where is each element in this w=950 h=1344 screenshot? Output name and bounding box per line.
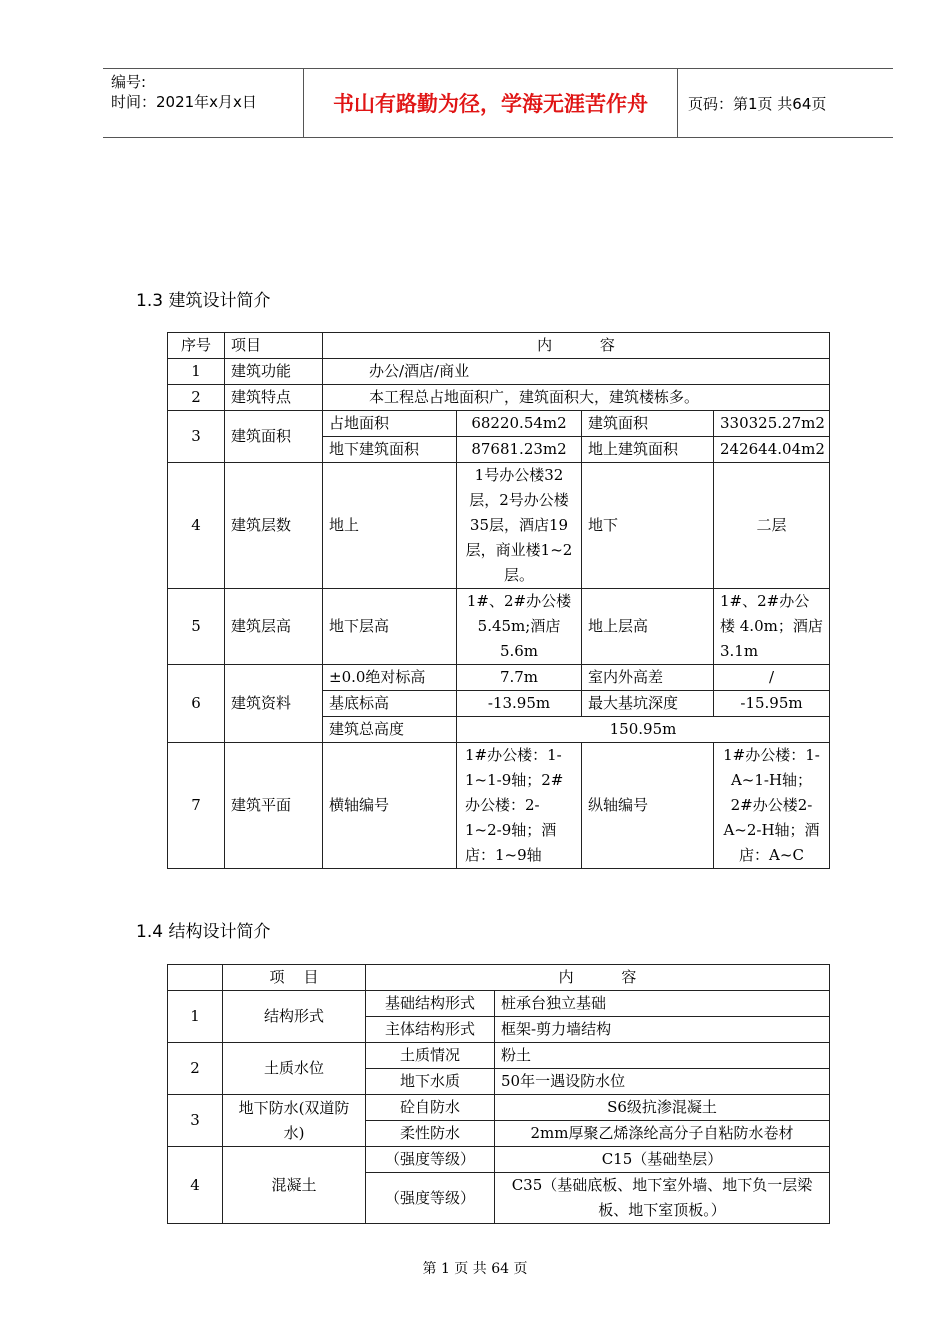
table-cell: 基底标高: [323, 691, 457, 717]
row-item: 混凝土: [223, 1147, 366, 1224]
table-cell: 68220.54m2: [457, 411, 582, 437]
table-row: [168, 411, 830, 437]
section-title-1-4: 1.4 结构设计简介: [136, 922, 271, 942]
table-row: [168, 665, 830, 691]
table-cell: 室内外高差: [582, 665, 714, 691]
table-cell: 地上: [323, 463, 457, 589]
table-cell: （强度等级）: [366, 1173, 495, 1224]
table-cell: 建筑总高度: [323, 717, 457, 743]
structure-design-table: [167, 964, 830, 1224]
table-row: [168, 1095, 830, 1121]
row-number: 4: [168, 463, 225, 589]
table-cell: -13.95m: [457, 691, 582, 717]
row-item: 建筑平面: [225, 743, 323, 869]
table-cell: （强度等级）: [366, 1147, 495, 1173]
table-row: [168, 991, 830, 1017]
table-row: [168, 385, 830, 411]
table-cell: ±0.0绝对标高: [323, 665, 457, 691]
table-cell: -15.95m: [714, 691, 830, 717]
header-cell: 内 容: [366, 965, 830, 991]
section-title-1-3: 1.3 建筑设计简介: [136, 291, 271, 311]
row-item: 建筑资料: [225, 665, 323, 743]
row-number: 7: [168, 743, 225, 869]
row-number: 3: [168, 1095, 223, 1147]
table-cell: 2mm厚聚乙烯涤纶高分子自粘防水卷材: [495, 1121, 830, 1147]
header-motto: 书山有路勤为径，学海无涯苦作舟: [304, 69, 678, 137]
table-row: [168, 589, 830, 665]
table-cell: 基础结构形式: [366, 991, 495, 1017]
row-number: 4: [168, 1147, 223, 1224]
table-cell: 7.7m: [457, 665, 582, 691]
header-cell: 项 目: [223, 965, 366, 991]
table-cell: C15（基础垫层）: [495, 1147, 830, 1173]
row-number: 1: [168, 991, 223, 1043]
table-cell: 地下建筑面积: [323, 437, 457, 463]
table-cell: 砼自防水: [366, 1095, 495, 1121]
table-cell: 最大基坑深度: [582, 691, 714, 717]
table-cell: 地下水质: [366, 1069, 495, 1095]
doc-time-label: 时间：2021年x月x日: [111, 93, 257, 111]
header-cell: 序号: [168, 333, 225, 359]
row-number: 1: [168, 359, 225, 385]
table-cell: 1#办公楼：1-1~1-9轴；2#办公楼：2-1~2-9轴；酒店：1~9轴: [457, 743, 582, 869]
header-cell: [168, 965, 223, 991]
header-cell: 内 容: [323, 333, 830, 359]
table-cell: 1#办公楼：1-A~1-H轴；2#办公楼2-A~2-H轴；酒店：A~C: [714, 743, 830, 869]
table-cell: 纵轴编号: [582, 743, 714, 869]
table-cell: 占地面积: [323, 411, 457, 437]
table-cell: 50年一遇设防水位: [495, 1069, 830, 1095]
row-item: 土质水位: [223, 1043, 366, 1095]
page-footer: 第 1 页 共 64 页: [422, 1261, 528, 1277]
page-header: [103, 68, 893, 138]
table-cell: 地下: [582, 463, 714, 589]
table-cell: 330325.27m2: [714, 411, 830, 437]
table-cell: 1号办公楼32层，2号办公楼35层，酒店19层，商业楼1~2层。: [457, 463, 582, 589]
header-meta: [103, 69, 304, 137]
row-item: 建筑层高: [225, 589, 323, 665]
table-cell: 粉土: [495, 1043, 830, 1069]
row-content: 办公/酒店/商业: [323, 359, 830, 385]
table-cell: 1#、2#办公楼 4.0m；酒店3.1m: [714, 589, 830, 665]
table-row: [168, 743, 830, 869]
row-number: 6: [168, 665, 225, 743]
row-item: 建筑面积: [225, 411, 323, 463]
row-item: 结构形式: [223, 991, 366, 1043]
table-header-row: [168, 333, 830, 359]
table-cell: 242644.04m2: [714, 437, 830, 463]
row-item: 地下防水(双道防水): [223, 1095, 366, 1147]
table-cell: 横轴编号: [323, 743, 457, 869]
table-cell: /: [714, 665, 830, 691]
row-number: 2: [168, 385, 225, 411]
table-header-row: [168, 965, 830, 991]
row-number: 5: [168, 589, 225, 665]
table-cell: 柔性防水: [366, 1121, 495, 1147]
table-row: [168, 463, 830, 589]
table-cell: 地上建筑面积: [582, 437, 714, 463]
table-cell: 地上层高: [582, 589, 714, 665]
table-cell: 二层: [714, 463, 830, 589]
row-number: 2: [168, 1043, 223, 1095]
table-cell: 87681.23m2: [457, 437, 582, 463]
table-row: [168, 1147, 830, 1173]
table-cell: 建筑面积: [582, 411, 714, 437]
doc-number-label: 编号:: [111, 73, 147, 91]
table-cell: 桩承台独立基础: [495, 991, 830, 1017]
header-page-code: 页码：第1页 共64页: [688, 94, 827, 113]
row-number: 3: [168, 411, 225, 463]
table-row: [168, 359, 830, 385]
table-cell: S6级抗渗混凝土: [495, 1095, 830, 1121]
table-cell: 主体结构形式: [366, 1017, 495, 1043]
row-item: 建筑层数: [225, 463, 323, 589]
table-cell: 地下层高: [323, 589, 457, 665]
table-row: [168, 1043, 830, 1069]
table-cell: 1#、2#办公楼5.45m;酒店5.6m: [457, 589, 582, 665]
row-content: 本工程总占地面积广，建筑面积大，建筑楼栋多。: [323, 385, 830, 411]
table-cell: C35（基础底板、地下室外墙、地下负一层梁板、地下室顶板。）: [495, 1173, 830, 1224]
table-cell: 土质情况: [366, 1043, 495, 1069]
row-item: 建筑特点: [225, 385, 323, 411]
header-cell: 项目: [225, 333, 323, 359]
table-cell: 框架-剪力墙结构: [495, 1017, 830, 1043]
row-item: 建筑功能: [225, 359, 323, 385]
building-design-table: [167, 332, 830, 869]
table-cell: 150.95m: [457, 717, 830, 743]
